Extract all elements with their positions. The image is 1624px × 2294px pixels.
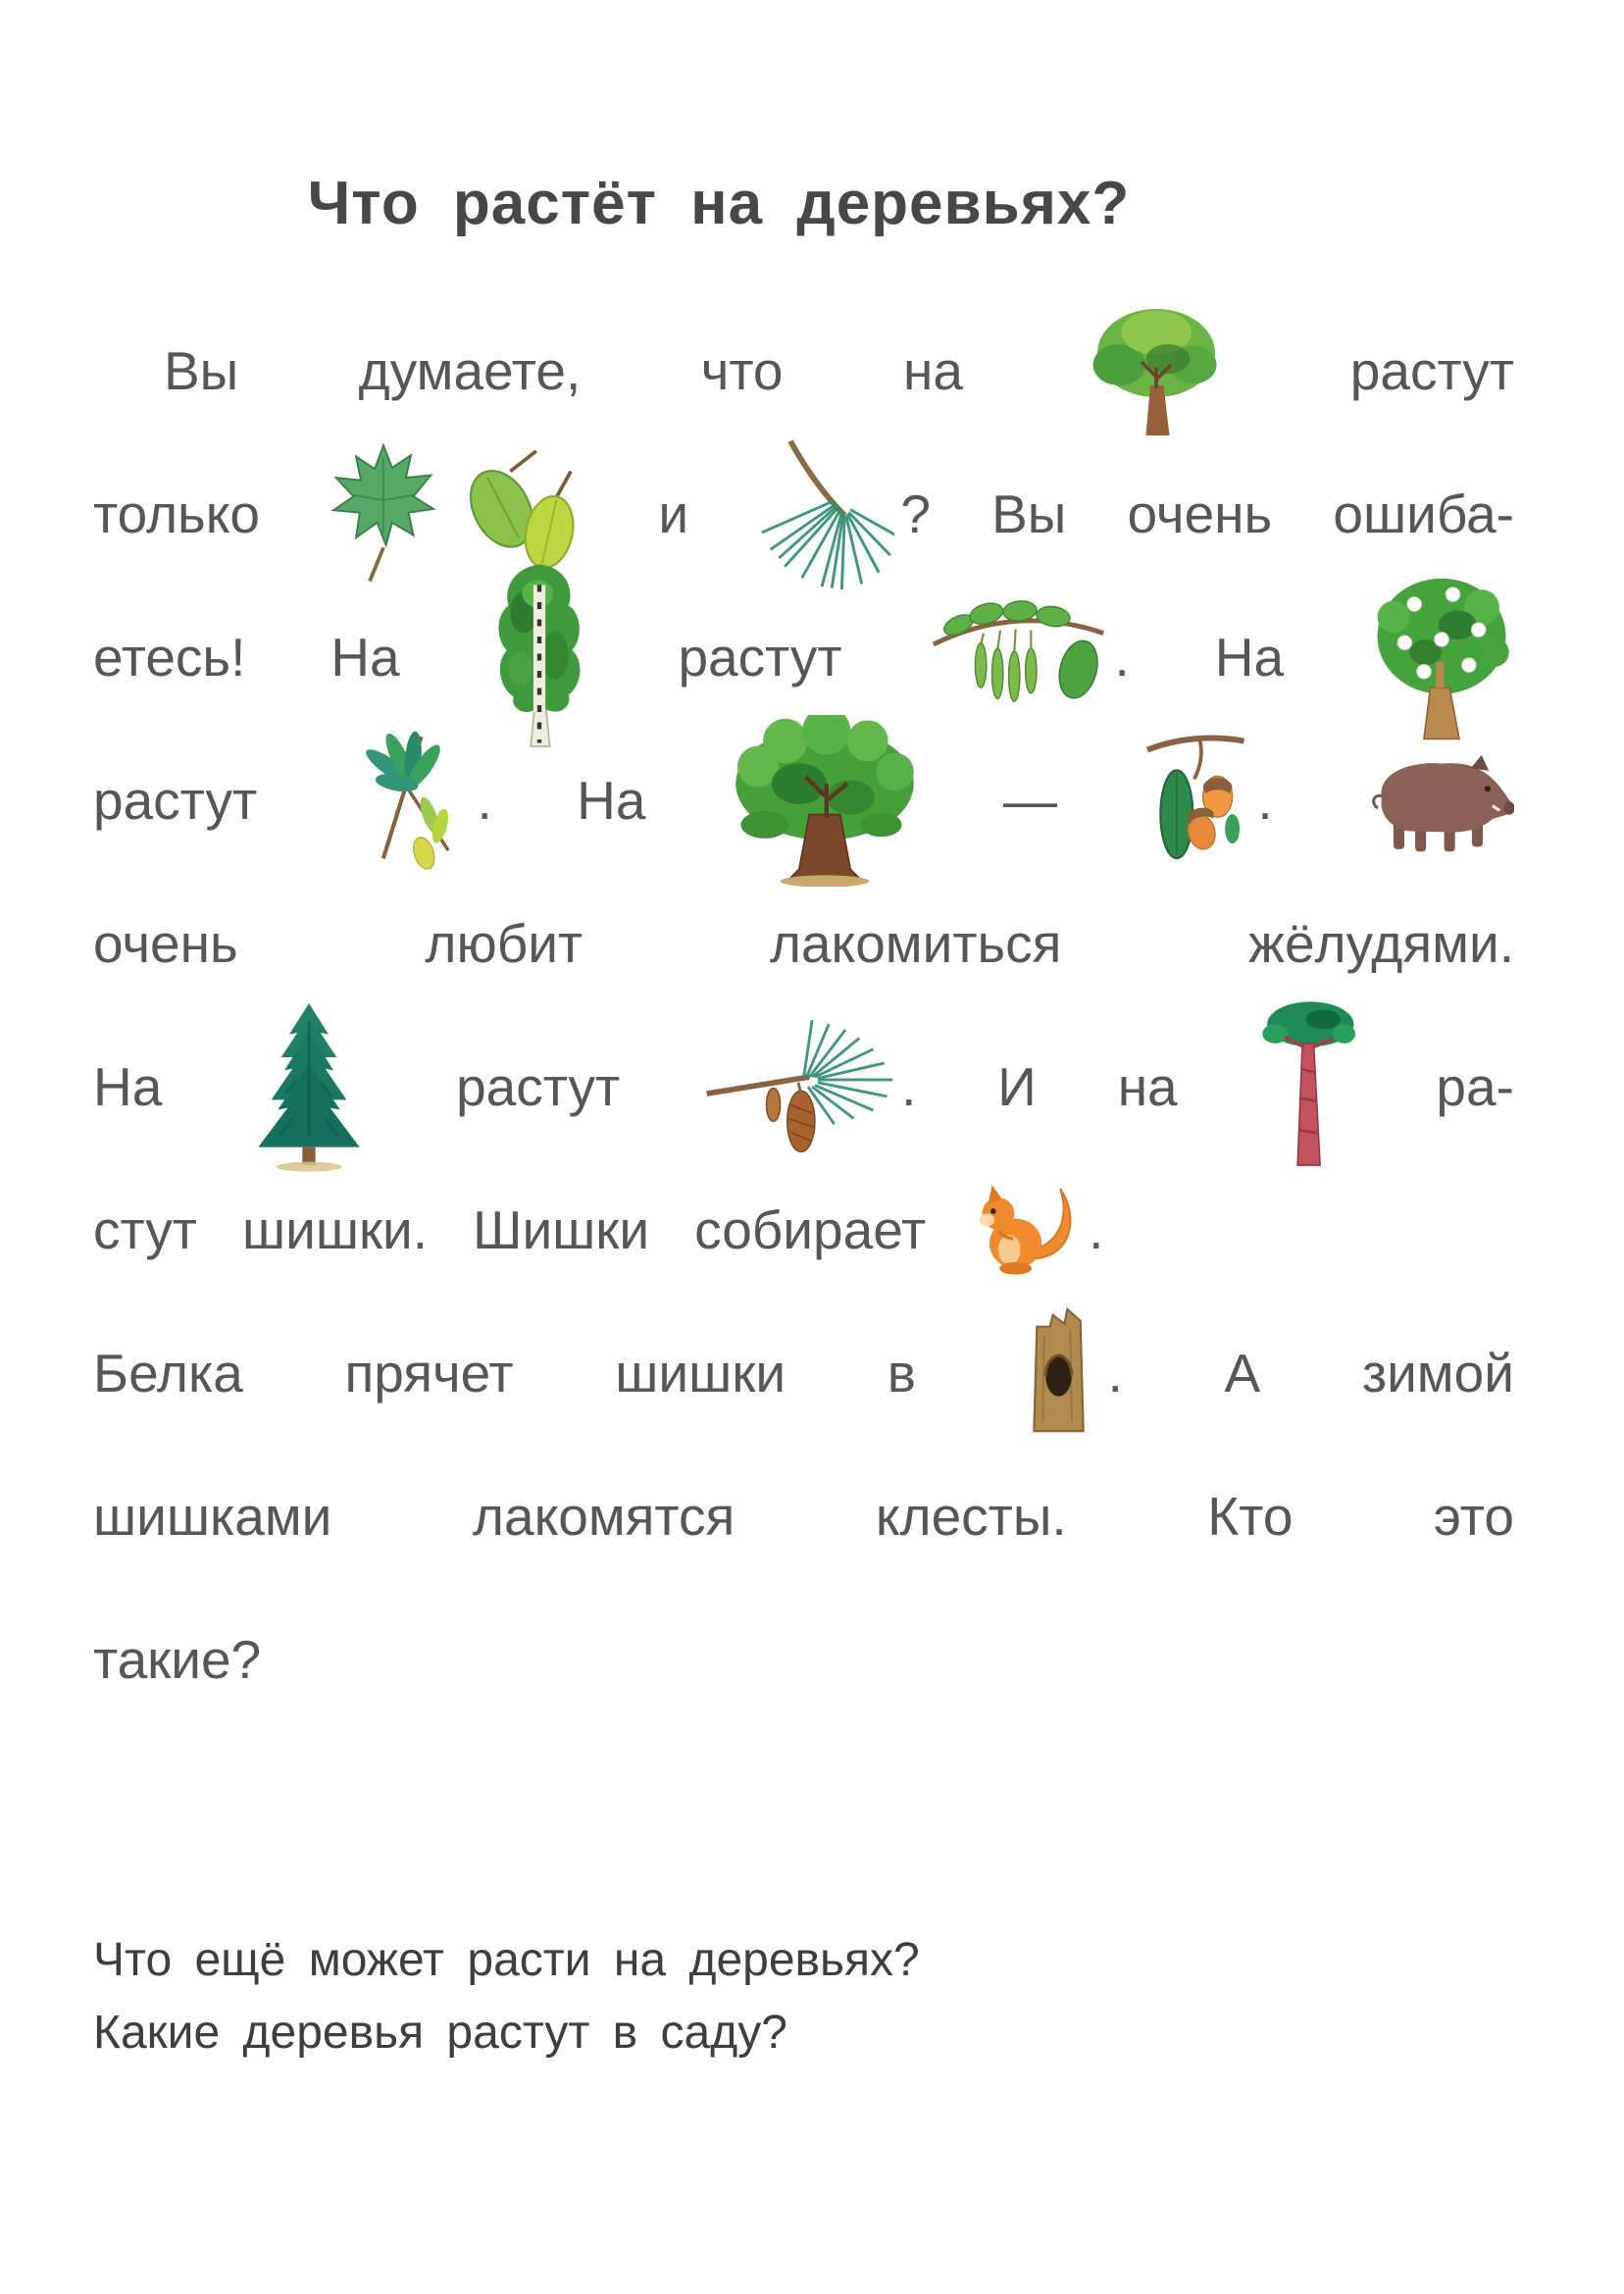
wild-boar-icon [1357, 745, 1514, 855]
chestnut-leaves-icon [342, 726, 472, 875]
pine-tree-icon [1259, 998, 1355, 1175]
word: шишки [615, 1343, 787, 1403]
word: Кто [1207, 1486, 1294, 1547]
word: шишками [93, 1486, 332, 1547]
word: шишки. [242, 1199, 429, 1260]
squirrel-group [971, 1174, 1103, 1286]
word: лакомятся [472, 1486, 736, 1547]
punct: . [1107, 1343, 1123, 1403]
word: растут [93, 770, 258, 831]
word: только [93, 484, 260, 544]
word: клесты. [875, 1486, 1067, 1547]
chestnut-group [342, 726, 492, 875]
birch-tree-icon [485, 561, 593, 753]
story-text [93, 299, 1514, 1731]
word: На [1214, 627, 1285, 688]
word: зимой [1361, 1343, 1514, 1403]
word: етесь! [93, 627, 246, 688]
word: такие? [93, 1629, 262, 1690]
punct: . [1257, 770, 1273, 831]
word: собирает [694, 1199, 927, 1260]
question-2: Какие деревья растут в саду? [93, 2007, 787, 2059]
punct: . [1089, 1199, 1104, 1260]
question-1: Что ещё может расти на деревьях? [93, 1934, 920, 1986]
word: растут [678, 627, 842, 688]
spruce-tree-icon [243, 998, 375, 1175]
seed-pods-group [928, 591, 1130, 724]
word: Шишки [473, 1199, 650, 1260]
word: любит [425, 913, 584, 974]
cone-branch-icon [701, 1013, 895, 1160]
story-line-3 [93, 586, 1514, 729]
needles-group [749, 435, 931, 592]
tree-hollow-icon [1018, 1306, 1102, 1440]
word: на [902, 340, 963, 401]
oak-tree-icon [731, 715, 919, 887]
word: жёлудями. [1248, 913, 1514, 974]
word: что [700, 340, 784, 401]
punct: ? [900, 484, 931, 544]
story-line-9 [93, 1445, 1514, 1588]
word: ра- [1436, 1056, 1514, 1117]
page-title: Что растёт на деревьях? [307, 170, 1131, 237]
story-line-1 [93, 299, 1514, 442]
story-line-8 [93, 1301, 1514, 1445]
word: очень [93, 913, 238, 974]
word: На [330, 627, 400, 688]
pear-tree-icon [1369, 569, 1514, 745]
word: это [1433, 1486, 1514, 1547]
deciduous-tree-icon [1083, 297, 1230, 444]
word: думаете, [358, 340, 582, 401]
word: и [658, 484, 689, 544]
acorn-branch-icon [1142, 722, 1251, 879]
story-line-6 [93, 1015, 1514, 1158]
word: ошиба- [1333, 484, 1514, 544]
punct: . [1114, 627, 1130, 688]
word: А [1224, 1343, 1261, 1403]
story-line-4 [93, 729, 1514, 872]
story-line-2 [93, 442, 1514, 586]
acorns-group [1142, 722, 1272, 879]
word: на [1117, 1056, 1178, 1117]
dash: — [1003, 770, 1058, 831]
word: На [577, 770, 646, 831]
word: в [887, 1343, 916, 1403]
cone-branch-group [701, 1013, 916, 1160]
maple-leaf-icon [321, 440, 446, 587]
hollow-group [1018, 1306, 1123, 1440]
punct: . [901, 1056, 917, 1117]
word: стут [93, 1199, 197, 1260]
word: растут [1349, 340, 1514, 401]
word: лакомиться [769, 913, 1062, 974]
story-line-5 [93, 872, 1514, 1015]
word: прячет [344, 1343, 514, 1403]
word: Вы [164, 340, 239, 401]
word: На [93, 1056, 163, 1117]
footer-questions [93, 1924, 920, 2069]
word: очень [1127, 484, 1273, 544]
story-line-7 [93, 1158, 1514, 1301]
story-line-10 [93, 1588, 1514, 1731]
word: растут [456, 1056, 621, 1117]
word: Вы [991, 484, 1067, 544]
squirrel-icon [971, 1174, 1083, 1286]
seed-pod-branch-icon [928, 591, 1109, 724]
punct: . [477, 770, 492, 831]
pine-needles-icon [749, 435, 894, 592]
word: Белка [93, 1343, 243, 1403]
word: И [997, 1056, 1037, 1117]
